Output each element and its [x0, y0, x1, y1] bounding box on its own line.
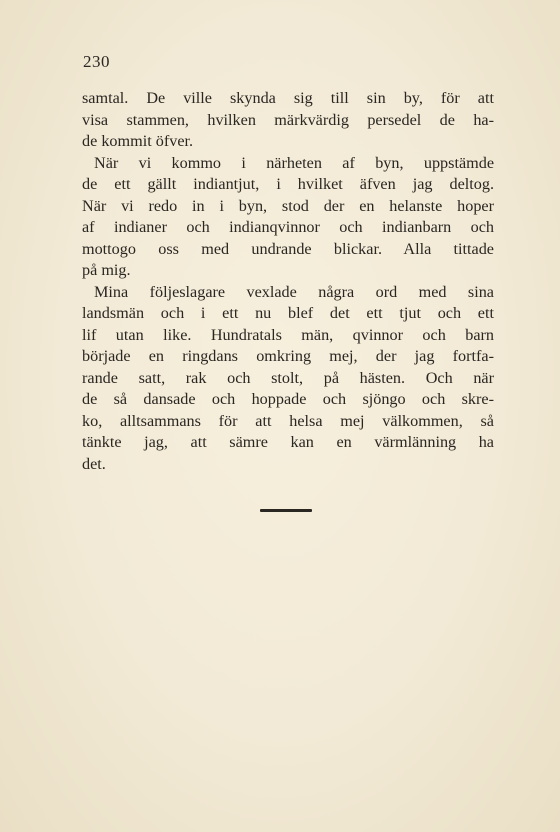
text-line: de ett gällt indiantjut, i hvilket äfven jag deltog.	[82, 175, 494, 193]
text-line: samtal. De ville skynda sig till sin by, för att	[82, 89, 494, 107]
text-line: När vi redo in i byn, stod der en helanste hoper	[82, 196, 494, 215]
text-line: När vi kommo i närheten af byn, uppstämde	[94, 153, 494, 172]
text-line: tänkte jag, att sämre kan en värmlänning ha	[82, 433, 494, 451]
text-line: lif utan like. Hundratals män, qvinnor och barn	[82, 325, 494, 344]
text-line: på mig.	[82, 261, 131, 279]
section-end-rule	[260, 509, 312, 512]
page-number: 230	[83, 52, 110, 71]
text-line: mottogo oss med undrande blickar. Alla tittade	[82, 239, 494, 258]
text-line: visa stammen, hvilken märkvärdig persedel de ha-	[82, 110, 494, 129]
text-line: det.	[82, 454, 106, 473]
text-line: de så dansade och hoppade och sjöngo och skre-	[82, 390, 494, 408]
text-line: landsmän och i ett nu blef det ett tjut och ett	[82, 304, 494, 322]
text-line: Mina följeslagare vexlade några ord med sina	[94, 282, 494, 301]
text-line: började en ringdans omkring mej, der jag fortfa-	[82, 347, 494, 365]
text-line: ko, alltsammans för att helsa mej välkommen, så	[82, 411, 494, 430]
body-text	[82, 88, 494, 475]
text-line: de kommit öfver.	[82, 132, 194, 150]
text-line: rande satt, rak och stolt, på hästen. Och när	[82, 368, 494, 387]
text-line: af indianer och indianqvinnor och indianbarn och	[82, 218, 494, 236]
